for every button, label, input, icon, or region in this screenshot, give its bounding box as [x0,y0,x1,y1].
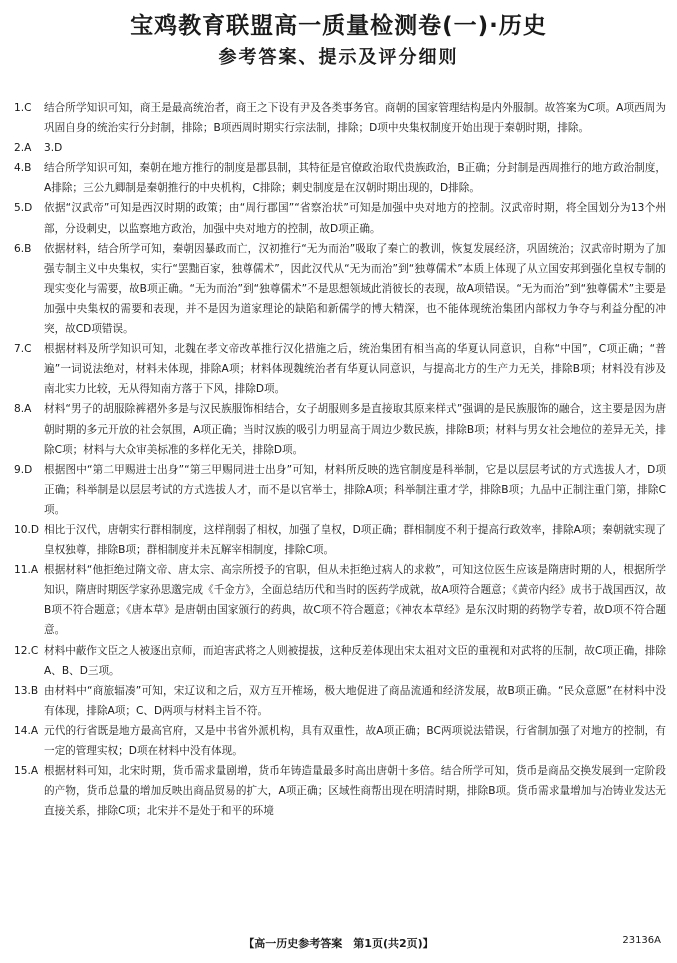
answer-number: 9.D [14,463,33,476]
answer-item [14,520,666,560]
answer-explanation: 由材料中“商旅辐凑”可知，宋辽议和之后，双方互开榷场，极大地促进了商品流通和经济发展，故B项正确。“民众意愿”在材料中没有体现，排除A项；C、D两项与材料主旨不符。 [44,684,666,717]
answer-explanation: 结合所学知识可知，商王是最高统治者，商王之下设有尹及各类事务官。商朝的国家管理结构是内外服制。故答案为C项。A项西周为巩固自身的统治实行分封制，排除；B项西周时期实行宗法制，排除；D项中央集权制度开始出现于秦朝时期，排除。 [44,102,666,135]
answer-item [14,198,666,238]
answer-explanation: 3.D [44,142,63,155]
answer-explanation: 根据图中“第二甲赐进士出身”“第三甲赐同进士出身”可知，材料所反映的选官制度是科举制，它是以层层考试的方式选拔人才，D项正确；科举制是以层层考试的方式选拔人才，而不是以官举士，排除A项；科举制注重才学，排除B项；九品中正制注重门第，排除C项。 [44,463,666,516]
answer-explanation: 材料中蔽作文臣之人被逐出京师，而迫害武将之人则被提拔，这种反差体现出宋太祖对文臣的重视和对武将的压制，故C项正确，排除A、B、D三项。 [44,644,666,677]
answer-number: 11.A [14,564,39,577]
answer-number: 6.B [14,242,32,255]
answer-number: 1.C [14,102,32,114]
answer-explanation: 依据“汉武帝”可知是西汉时期的政策；由“周行郡国”“省察治状”可知是加强中央对地方的控制。汉武帝时期，将全国划分为13个州部，分设刺史，以监察地方政治，加强中央对地方的控制，故D项正确。 [44,202,666,235]
answer-explanation: 依据材料，结合所学可知，秦朝因暴政而亡，汉初推行“无为而治”吸取了秦亡的教训，恢复发展经济，巩固统治；汉武帝时期为了加强专制主义中央集权，实行“罢黜百家，独尊儒术”，因此汉代从“无为而治”到“独尊儒术”本质上体现了从立国安邦到强化皇权专制的现实变化与需要，故B项正确。“无为而治”到“独尊儒术”不是思想领域此消彼长的表现，故A项错误。“无为而治”到“独尊儒术”主要是加强中央集权的需要和表现，并不是因为道家理论的缺陷和新儒学的博大精深，也不能体现统治集团内部权力争夺与利益分配的冲突，故CD项错误。 [44,242,666,336]
answer-explanation: 材料“男子的胡服除裤褶外多是与汉民族服饰相结合，女子胡服则多是直接取其原来样式”强调的是民族服饰的融合，这主要是因为唐朝时期的多元开放的社会氛围，A项正确；当时汉族的吸引力明显高于周边少数民族，排除B项；材料与男女社会地位的差异无关，排除C项；材料与大众审美标准的多样化无关，排除D项。 [44,403,666,456]
answer-explanation: 根据材料“他拒绝过隋文帝、唐太宗、高宗所授予的官职，但从未拒绝过病人的求救”，可知这位医生应该是隋唐时期的人，根据所学知识，隋唐时期医学家孙思邈完成《千金方》，全面总结历代和当时的医药学成就，故A项符合题意；《黄帝内经》成书于战国西汉，故B项不符合题意；《唐本草》是唐朝由国家颁行的药典，故C项不符合题意；《神农本草经》是东汉时期的药物学专着，故D项不符合题意。 [44,564,666,637]
answer-number: 7.C [14,343,32,356]
answer-explanation: 根据材料可知，北宋时期，货币需求量剧增，货币年铸造量最多时高出唐朝十多倍。结合所学可知，货币是商品交换发展到一定阶段的产物，货币总量的增加反映出商品贸易的扩大，A项正确；区域性商帮出现在明清时期，排除B项。货币需求量增加与冶铸业发达无直接关系，排除C项；北宋并不是处于和平的环境 [44,765,666,818]
answer-item [14,681,666,721]
answer-explanation: 元代的行省既是地方最高官府，又是中书省外派机构，具有双重性，故A项正确；BC两项说法错误，行省制加强了对地方的控制，有一定的管理实权；D项在材料中没有体现。 [44,724,666,757]
answer-number: 13.B [14,684,39,697]
answer-number: 14.A [14,724,39,737]
answer-number: 15.A [14,765,39,778]
answer-explanation: 根据材料及所学知识可知，北魏在孝文帝改革推行汉化措施之后，统治集团有相当高的华夏认同意识，自称“中国”，C项正确；“普遍”一词说法绝对，材料未体现，排除A项；材料体现魏统治者有华夏认同意识，与提高北方的生产力无关，排除B项；材料没有涉及南北实力比较，无从得知南方落于下风，排除D项。 [44,343,666,396]
answer-item [14,98,666,138]
answer-list [14,98,666,821]
document-title: 宝鸡教育联盟高一质量检测卷(一)·历史 [130,13,547,39]
document-subtitle: 参考答案、提示及评分细则 [218,47,459,68]
answer-item [14,761,666,821]
answer-item [14,158,666,198]
answer-item [14,641,666,681]
answer-item [14,239,666,339]
answer-number: 4.B [14,162,32,175]
answer-number: 8.A [14,403,32,416]
answer-item [14,339,666,399]
answer-number: 5.D [14,202,33,215]
answer-item [14,721,666,761]
answer-number: 10.D [14,523,40,536]
answer-item [14,399,666,459]
answer-number: 2.A [14,142,32,155]
answer-item [14,460,666,520]
answer-explanation: 结合所学知识可知，秦朝在地方推行的制度是郡县制，其特征是官僚政治取代贵族政治，B正确；分封制是西周推行的地方政治制度，A排除；三公九卿制是秦朝推行的中央机构，C排除；刺史制度是在汉朝时期出现的，D排除。 [44,162,666,195]
answer-explanation: 相比于汉代，唐朝实行群相制度，这样削弱了相权，加强了皇权，D项正确；群相制度不利于提高行政效率，排除A项；秦朝就实现了皇权独尊，排除B项；群相制度并未瓦解宰相制度，排除C项。 [44,523,666,557]
answer-item [14,138,666,158]
page-footer: 【高一历史参考答案 第1页(共2页)】 [243,937,434,950]
answer-number: 12.C [14,644,39,657]
document-code: 23136A [622,935,661,946]
answer-item [14,560,666,640]
